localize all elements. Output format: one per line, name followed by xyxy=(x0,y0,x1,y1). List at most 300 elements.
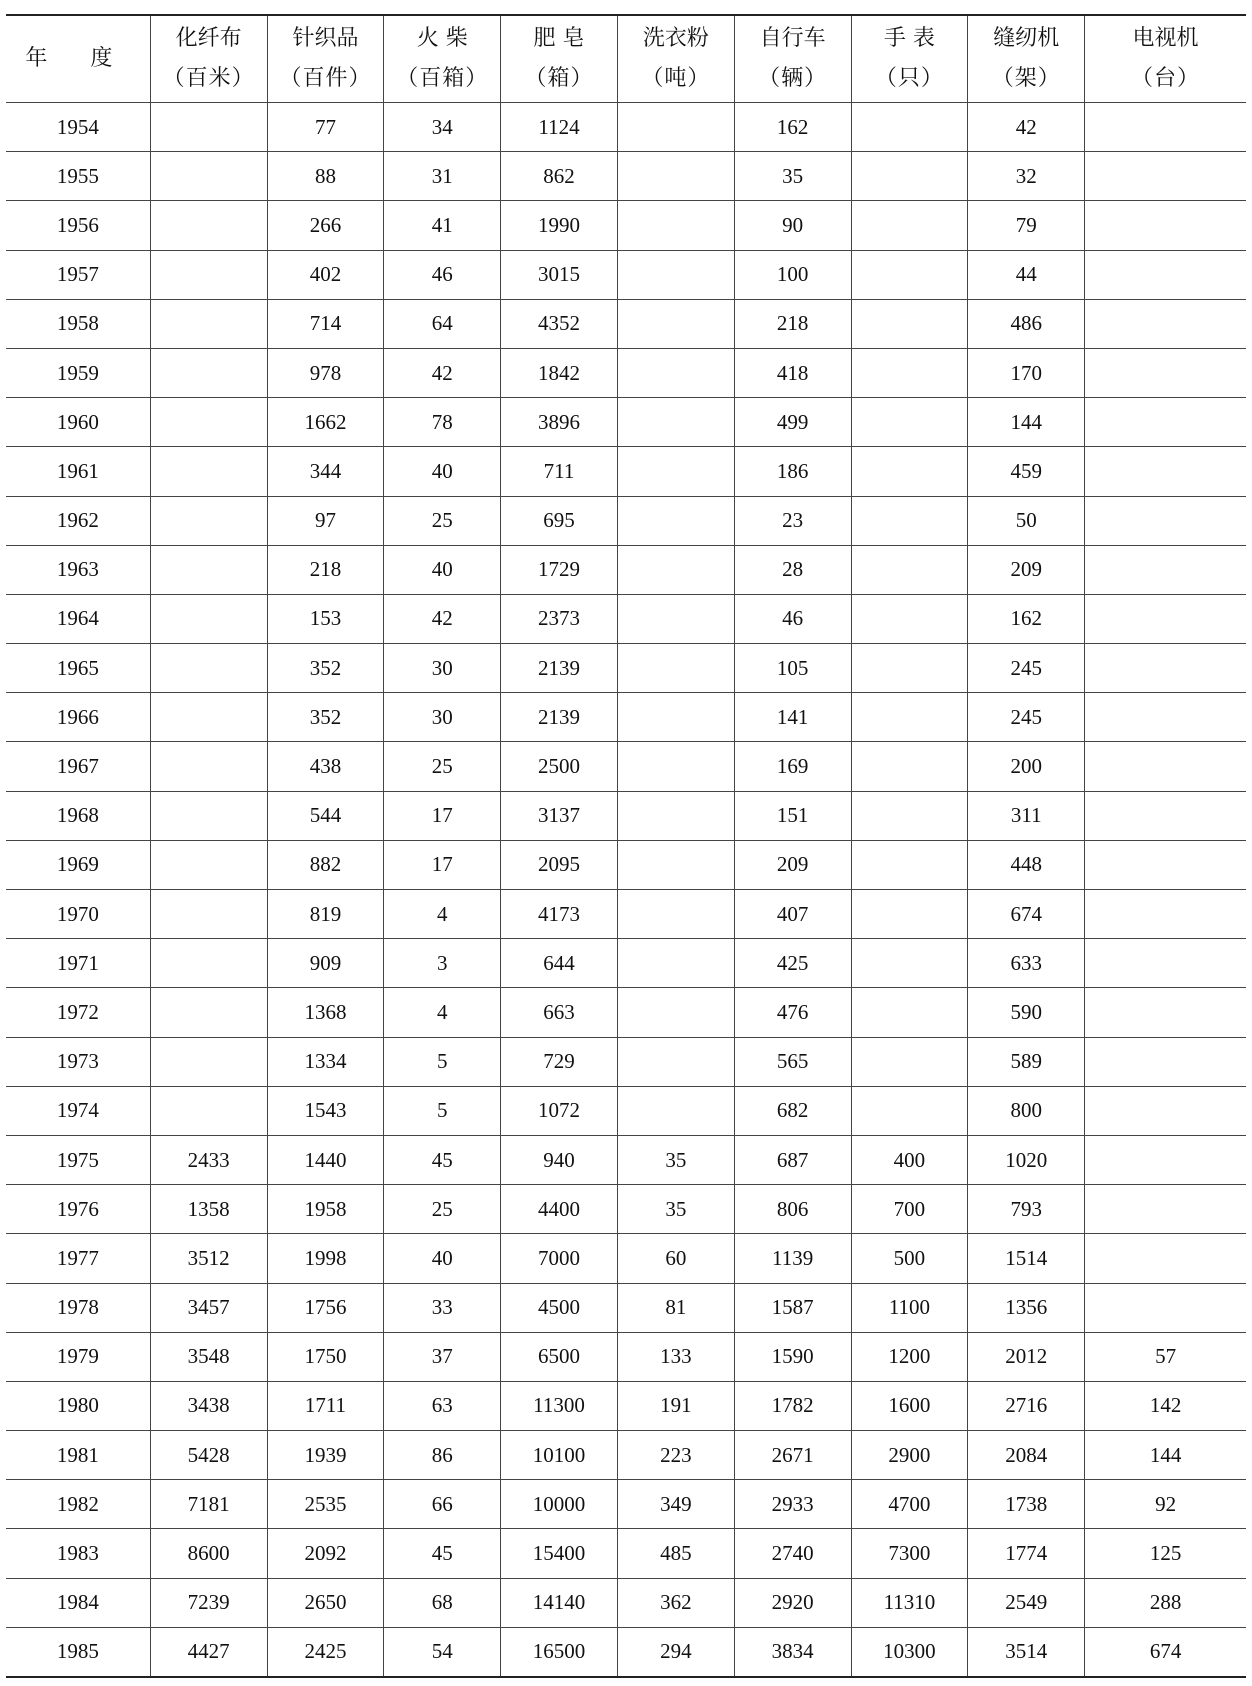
table-cell xyxy=(617,693,734,742)
table-cell xyxy=(1085,103,1246,152)
table-cell: 25 xyxy=(384,496,501,545)
column-header xyxy=(501,15,618,103)
table-cell: 153 xyxy=(267,594,384,643)
table-cell xyxy=(617,742,734,791)
column-header-name: 化纤布 xyxy=(175,26,242,51)
table-cell: 162 xyxy=(968,594,1085,643)
table-cell: 45 xyxy=(384,1135,501,1184)
year-cell: 1971 xyxy=(6,939,150,988)
table-cell xyxy=(617,988,734,1037)
table-cell: 44 xyxy=(968,250,1085,299)
table-cell: 349 xyxy=(617,1480,734,1529)
table-cell xyxy=(851,545,968,594)
table-cell: 2535 xyxy=(267,1480,384,1529)
table-row xyxy=(6,1431,1246,1480)
table-cell xyxy=(851,1037,968,1086)
table-cell: 2549 xyxy=(968,1578,1085,1627)
year-cell: 1983 xyxy=(6,1529,150,1578)
table-cell xyxy=(150,152,267,201)
table-cell xyxy=(617,791,734,840)
table-cell: 1958 xyxy=(267,1185,384,1234)
table-cell xyxy=(617,299,734,348)
table-cell: 2650 xyxy=(267,1578,384,1627)
table-cell: 4500 xyxy=(501,1283,618,1332)
table-cell: 695 xyxy=(501,496,618,545)
table-cell xyxy=(851,890,968,939)
table-cell: 86 xyxy=(384,1431,501,1480)
table-cell: 4427 xyxy=(150,1627,267,1677)
table-row xyxy=(6,398,1246,447)
table-cell: 144 xyxy=(1085,1431,1246,1480)
table-cell: 245 xyxy=(968,644,1085,693)
table-cell: 674 xyxy=(968,890,1085,939)
column-header-unit: （台） xyxy=(1131,66,1201,91)
column-header xyxy=(267,15,384,103)
column-header-unit: （只） xyxy=(874,66,944,91)
table-cell: 60 xyxy=(617,1234,734,1283)
year-cell: 1968 xyxy=(6,791,150,840)
table-cell: 54 xyxy=(384,1627,501,1677)
year-cell: 1985 xyxy=(6,1627,150,1677)
table-cell xyxy=(1085,447,1246,496)
table-cell: 77 xyxy=(267,103,384,152)
column-header-name: 手 表 xyxy=(883,26,935,51)
table-cell: 144 xyxy=(968,398,1085,447)
column-header-name: 肥 皂 xyxy=(533,26,585,51)
table-cell: 1124 xyxy=(501,103,618,152)
table-cell: 7181 xyxy=(150,1480,267,1529)
table-row xyxy=(6,791,1246,840)
table-cell xyxy=(851,693,968,742)
table-cell: 476 xyxy=(734,988,851,1037)
table-row xyxy=(6,1185,1246,1234)
table-cell: 17 xyxy=(384,840,501,889)
production-table-container xyxy=(6,14,1246,1678)
year-cell: 1963 xyxy=(6,545,150,594)
year-cell: 1972 xyxy=(6,988,150,1037)
column-header-unit: （百米） xyxy=(162,66,255,91)
table-cell: 1738 xyxy=(968,1480,1085,1529)
table-cell xyxy=(1085,644,1246,693)
table-cell: 5 xyxy=(384,1086,501,1135)
table-cell: 79 xyxy=(968,201,1085,250)
table-cell: 97 xyxy=(267,496,384,545)
table-cell: 3 xyxy=(384,939,501,988)
table-cell: 4 xyxy=(384,890,501,939)
table-row xyxy=(6,348,1246,397)
table-cell xyxy=(1085,791,1246,840)
year-cell: 1964 xyxy=(6,594,150,643)
table-row xyxy=(6,644,1246,693)
table-cell: 169 xyxy=(734,742,851,791)
table-cell: 687 xyxy=(734,1135,851,1184)
table-cell xyxy=(851,103,968,152)
table-row xyxy=(6,1234,1246,1283)
year-cell: 1957 xyxy=(6,250,150,299)
table-cell: 7239 xyxy=(150,1578,267,1627)
table-cell: 589 xyxy=(968,1037,1085,1086)
table-cell xyxy=(851,742,968,791)
table-cell: 81 xyxy=(617,1283,734,1332)
table-cell: 644 xyxy=(501,939,618,988)
table-cell: 978 xyxy=(267,348,384,397)
year-cell: 1958 xyxy=(6,299,150,348)
table-cell: 1774 xyxy=(968,1529,1085,1578)
year-cell: 1979 xyxy=(6,1332,150,1381)
table-cell xyxy=(617,201,734,250)
table-cell: 1368 xyxy=(267,988,384,1037)
table-row xyxy=(6,890,1246,939)
table-cell xyxy=(1085,742,1246,791)
table-cell: 806 xyxy=(734,1185,851,1234)
table-cell xyxy=(617,250,734,299)
table-cell xyxy=(150,1037,267,1086)
table-cell xyxy=(617,496,734,545)
table-cell xyxy=(150,250,267,299)
table-cell: 46 xyxy=(734,594,851,643)
table-cell: 162 xyxy=(734,103,851,152)
column-header-unit: （吨） xyxy=(641,66,711,91)
table-cell xyxy=(851,840,968,889)
table-row xyxy=(6,939,1246,988)
table-cell: 459 xyxy=(968,447,1085,496)
year-cell: 1969 xyxy=(6,840,150,889)
table-cell: 40 xyxy=(384,447,501,496)
column-header-unit: （百箱） xyxy=(396,66,489,91)
table-row xyxy=(6,1480,1246,1529)
table-row xyxy=(6,1332,1246,1381)
column-header-name: 针织品 xyxy=(292,26,359,51)
table-cell xyxy=(617,152,734,201)
table-cell: 1782 xyxy=(734,1381,851,1430)
table-cell xyxy=(150,939,267,988)
year-cell: 1974 xyxy=(6,1086,150,1135)
table-cell xyxy=(617,398,734,447)
table-cell: 485 xyxy=(617,1529,734,1578)
table-cell xyxy=(851,398,968,447)
table-cell: 50 xyxy=(968,496,1085,545)
table-cell: 125 xyxy=(1085,1529,1246,1578)
table-row xyxy=(6,1037,1246,1086)
table-cell: 11300 xyxy=(501,1381,618,1430)
table-cell: 2900 xyxy=(851,1431,968,1480)
table-cell: 10300 xyxy=(851,1627,968,1677)
column-header xyxy=(150,15,267,103)
table-cell xyxy=(1085,299,1246,348)
table-cell: 4400 xyxy=(501,1185,618,1234)
table-cell: 674 xyxy=(1085,1627,1246,1677)
table-cell: 288 xyxy=(1085,1578,1246,1627)
table-row xyxy=(6,1627,1246,1677)
table-cell: 4 xyxy=(384,988,501,1037)
table-cell: 2933 xyxy=(734,1480,851,1529)
table-cell xyxy=(617,1086,734,1135)
year-cell: 1981 xyxy=(6,1431,150,1480)
table-cell: 100 xyxy=(734,250,851,299)
table-row xyxy=(6,988,1246,1037)
year-header-label: 年 度 xyxy=(25,46,131,71)
table-cell xyxy=(150,742,267,791)
table-cell xyxy=(851,250,968,299)
table-cell: 40 xyxy=(384,1234,501,1283)
table-cell xyxy=(1085,201,1246,250)
year-cell: 1976 xyxy=(6,1185,150,1234)
table-cell: 2433 xyxy=(150,1135,267,1184)
table-cell: 41 xyxy=(384,201,501,250)
table-row xyxy=(6,201,1246,250)
table-cell: 633 xyxy=(968,939,1085,988)
year-cell: 1973 xyxy=(6,1037,150,1086)
table-cell: 4700 xyxy=(851,1480,968,1529)
table-row xyxy=(6,1283,1246,1332)
table-cell xyxy=(851,447,968,496)
table-cell: 362 xyxy=(617,1578,734,1627)
table-cell: 35 xyxy=(734,152,851,201)
table-row xyxy=(6,1578,1246,1627)
column-header xyxy=(851,15,968,103)
table-cell: 218 xyxy=(267,545,384,594)
table-cell: 1356 xyxy=(968,1283,1085,1332)
table-cell: 245 xyxy=(968,693,1085,742)
table-cell: 35 xyxy=(617,1185,734,1234)
table-cell xyxy=(150,348,267,397)
table-cell: 1600 xyxy=(851,1381,968,1430)
table-cell: 141 xyxy=(734,693,851,742)
table-header-row xyxy=(6,15,1246,103)
table-cell: 663 xyxy=(501,988,618,1037)
table-cell: 1990 xyxy=(501,201,618,250)
table-cell: 33 xyxy=(384,1283,501,1332)
year-cell: 1978 xyxy=(6,1283,150,1332)
table-cell xyxy=(851,594,968,643)
table-cell: 3015 xyxy=(501,250,618,299)
table-cell: 151 xyxy=(734,791,851,840)
year-cell: 1982 xyxy=(6,1480,150,1529)
table-cell: 565 xyxy=(734,1037,851,1086)
table-cell xyxy=(617,348,734,397)
table-cell: 1842 xyxy=(501,348,618,397)
table-cell xyxy=(1085,939,1246,988)
table-cell: 68 xyxy=(384,1578,501,1627)
table-cell: 209 xyxy=(968,545,1085,594)
table-cell: 352 xyxy=(267,644,384,693)
table-cell xyxy=(617,447,734,496)
table-cell: 105 xyxy=(734,644,851,693)
table-cell xyxy=(1085,250,1246,299)
table-cell xyxy=(851,201,968,250)
table-cell: 3457 xyxy=(150,1283,267,1332)
table-cell: 2920 xyxy=(734,1578,851,1627)
table-cell: 30 xyxy=(384,693,501,742)
table-cell: 729 xyxy=(501,1037,618,1086)
table-cell: 2139 xyxy=(501,693,618,742)
table-cell xyxy=(1085,1234,1246,1283)
table-cell xyxy=(150,1086,267,1135)
table-cell xyxy=(617,1037,734,1086)
table-cell: 4173 xyxy=(501,890,618,939)
table-row xyxy=(6,103,1246,152)
table-cell: 2084 xyxy=(968,1431,1085,1480)
table-cell: 10000 xyxy=(501,1480,618,1529)
table-cell: 1139 xyxy=(734,1234,851,1283)
table-cell: 940 xyxy=(501,1135,618,1184)
table-cell: 42 xyxy=(968,103,1085,152)
table-cell: 5 xyxy=(384,1037,501,1086)
table-cell: 218 xyxy=(734,299,851,348)
table-cell xyxy=(1085,152,1246,201)
table-cell: 800 xyxy=(968,1086,1085,1135)
table-cell: 25 xyxy=(384,1185,501,1234)
table-cell xyxy=(851,644,968,693)
table-cell: 3514 xyxy=(968,1627,1085,1677)
table-cell: 1711 xyxy=(267,1381,384,1430)
column-header xyxy=(1085,15,1246,103)
table-cell: 711 xyxy=(501,447,618,496)
table-cell xyxy=(150,693,267,742)
table-row xyxy=(6,1135,1246,1184)
table-row xyxy=(6,1529,1246,1578)
table-cell xyxy=(150,496,267,545)
table-cell: 499 xyxy=(734,398,851,447)
table-cell xyxy=(1085,1185,1246,1234)
table-cell: 23 xyxy=(734,496,851,545)
table-cell: 1543 xyxy=(267,1086,384,1135)
table-cell: 294 xyxy=(617,1627,734,1677)
table-cell: 142 xyxy=(1085,1381,1246,1430)
table-cell: 1729 xyxy=(501,545,618,594)
table-row xyxy=(6,594,1246,643)
table-cell: 2500 xyxy=(501,742,618,791)
table-cell: 1662 xyxy=(267,398,384,447)
table-cell: 1939 xyxy=(267,1431,384,1480)
year-cell: 1960 xyxy=(6,398,150,447)
year-cell: 1954 xyxy=(6,103,150,152)
table-cell: 11310 xyxy=(851,1578,968,1627)
table-cell: 819 xyxy=(267,890,384,939)
year-cell: 1977 xyxy=(6,1234,150,1283)
table-cell: 17 xyxy=(384,791,501,840)
table-cell: 170 xyxy=(968,348,1085,397)
table-cell xyxy=(150,988,267,1037)
table-cell xyxy=(851,791,968,840)
table-row xyxy=(6,1381,1246,1430)
table-cell: 1072 xyxy=(501,1086,618,1135)
year-cell: 1965 xyxy=(6,644,150,693)
table-cell: 590 xyxy=(968,988,1085,1037)
table-row xyxy=(6,840,1246,889)
table-cell: 2012 xyxy=(968,1332,1085,1381)
column-header-unit: （箱） xyxy=(524,66,594,91)
table-cell xyxy=(617,103,734,152)
table-cell: 40 xyxy=(384,545,501,594)
table-cell xyxy=(1085,890,1246,939)
table-cell: 1358 xyxy=(150,1185,267,1234)
table-cell: 1587 xyxy=(734,1283,851,1332)
column-header-unit: （百件） xyxy=(279,66,372,91)
table-cell: 793 xyxy=(968,1185,1085,1234)
table-cell xyxy=(1085,840,1246,889)
table-cell: 32 xyxy=(968,152,1085,201)
table-cell: 10100 xyxy=(501,1431,618,1480)
table-cell: 3548 xyxy=(150,1332,267,1381)
table-cell: 2671 xyxy=(734,1431,851,1480)
table-cell: 909 xyxy=(267,939,384,988)
table-cell xyxy=(617,644,734,693)
column-header-name: 洗衣粉 xyxy=(642,26,709,51)
table-cell: 3896 xyxy=(501,398,618,447)
table-cell: 311 xyxy=(968,791,1085,840)
year-cell: 1956 xyxy=(6,201,150,250)
table-cell: 6500 xyxy=(501,1332,618,1381)
table-cell: 425 xyxy=(734,939,851,988)
table-cell: 1440 xyxy=(267,1135,384,1184)
table-row xyxy=(6,742,1246,791)
table-cell xyxy=(617,840,734,889)
table-cell: 344 xyxy=(267,447,384,496)
table-cell: 418 xyxy=(734,348,851,397)
column-header-name: 缝纫机 xyxy=(993,26,1060,51)
table-cell: 88 xyxy=(267,152,384,201)
table-cell: 7000 xyxy=(501,1234,618,1283)
table-cell: 2425 xyxy=(267,1627,384,1677)
table-cell: 3137 xyxy=(501,791,618,840)
table-cell: 66 xyxy=(384,1480,501,1529)
year-cell: 1962 xyxy=(6,496,150,545)
column-header-unit: （架） xyxy=(991,66,1061,91)
year-cell: 1984 xyxy=(6,1578,150,1627)
table-cell: 7300 xyxy=(851,1529,968,1578)
table-cell xyxy=(150,447,267,496)
column-header xyxy=(617,15,734,103)
table-cell: 42 xyxy=(384,594,501,643)
table-cell: 1020 xyxy=(968,1135,1085,1184)
table-cell: 16500 xyxy=(501,1627,618,1677)
table-body xyxy=(6,103,1246,1678)
table-cell xyxy=(1085,398,1246,447)
table-cell: 407 xyxy=(734,890,851,939)
table-cell: 46 xyxy=(384,250,501,299)
table-cell: 862 xyxy=(501,152,618,201)
table-cell: 209 xyxy=(734,840,851,889)
column-header-name: 自行车 xyxy=(759,26,826,51)
table-cell: 2095 xyxy=(501,840,618,889)
table-cell xyxy=(150,201,267,250)
table-cell xyxy=(1085,348,1246,397)
table-cell: 186 xyxy=(734,447,851,496)
table-row xyxy=(6,152,1246,201)
table-cell xyxy=(150,594,267,643)
table-cell: 42 xyxy=(384,348,501,397)
table-cell: 2716 xyxy=(968,1381,1085,1430)
table-cell xyxy=(851,496,968,545)
table-cell: 2373 xyxy=(501,594,618,643)
table-cell xyxy=(851,348,968,397)
table-cell xyxy=(150,103,267,152)
table-cell: 8600 xyxy=(150,1529,267,1578)
column-header-name: 火 柴 xyxy=(416,26,468,51)
year-cell: 1980 xyxy=(6,1381,150,1430)
table-cell: 37 xyxy=(384,1332,501,1381)
table-row xyxy=(6,299,1246,348)
table-cell: 5428 xyxy=(150,1431,267,1480)
table-cell: 2092 xyxy=(267,1529,384,1578)
table-cell: 2139 xyxy=(501,644,618,693)
table-cell: 714 xyxy=(267,299,384,348)
table-row xyxy=(6,447,1246,496)
table-cell xyxy=(1085,1135,1246,1184)
table-cell: 133 xyxy=(617,1332,734,1381)
table-cell: 45 xyxy=(384,1529,501,1578)
